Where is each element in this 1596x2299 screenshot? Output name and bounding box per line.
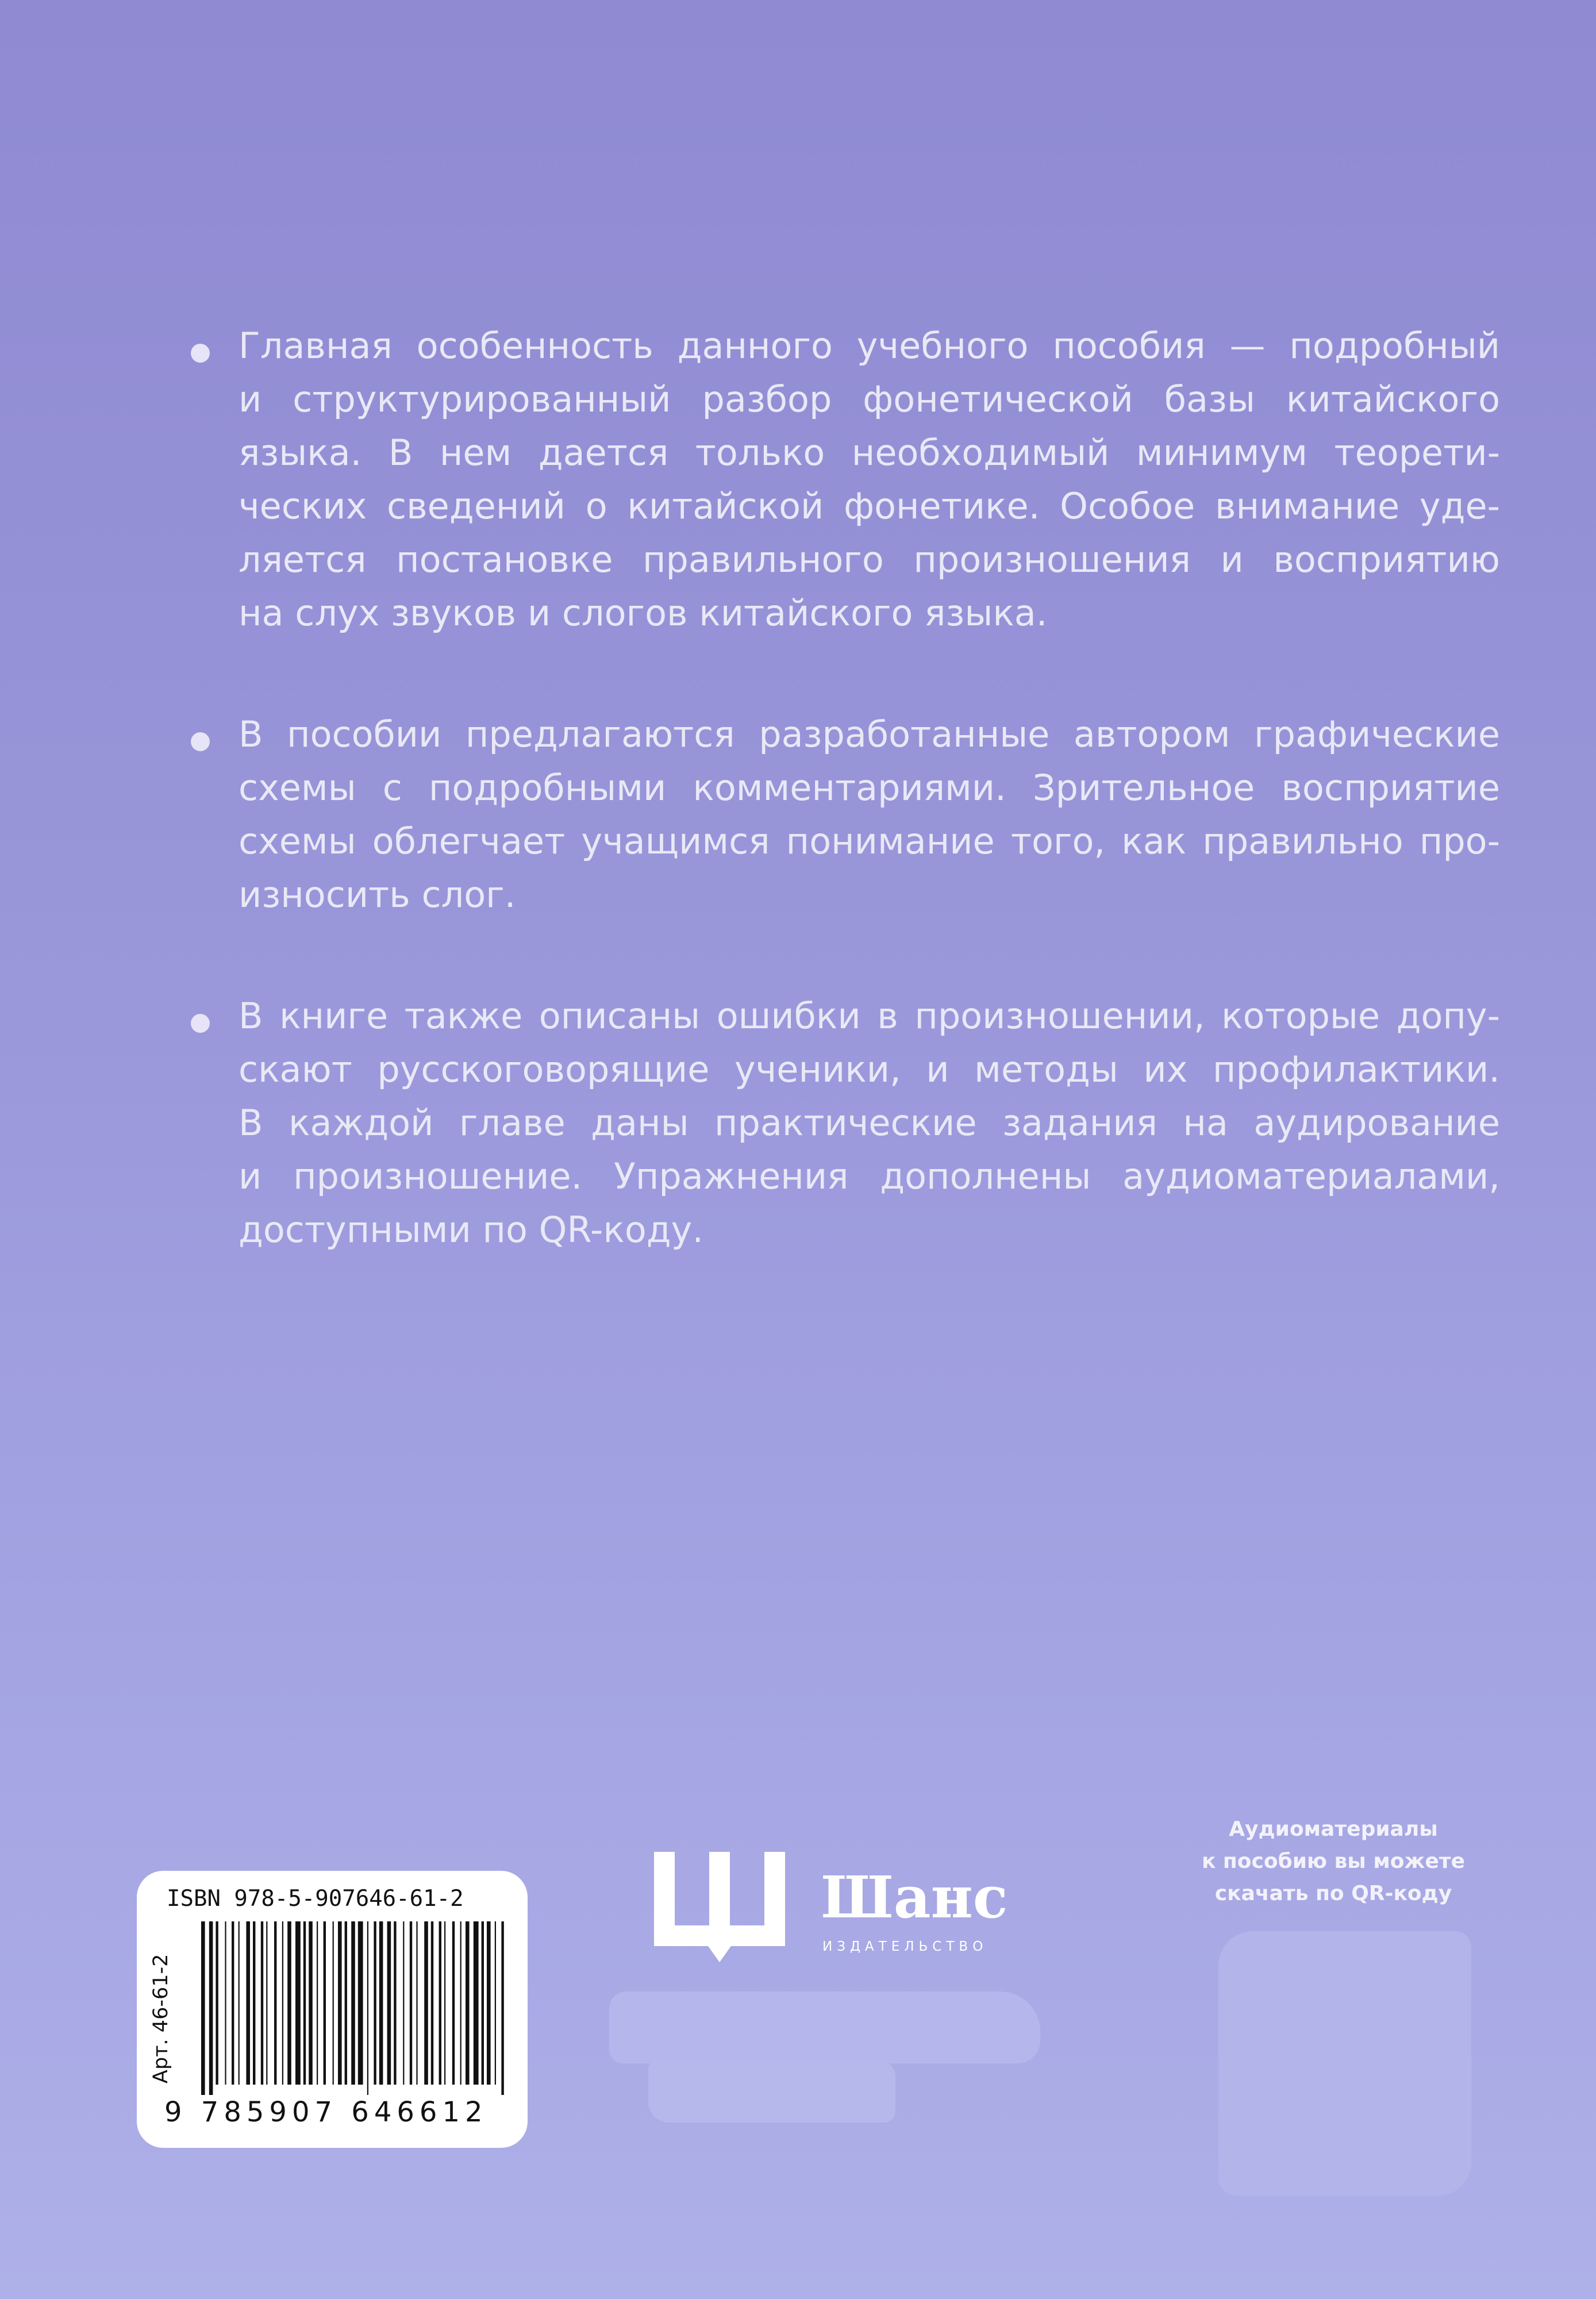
barcode-bar [416,1921,417,2085]
barcode-bar [282,1921,283,2085]
publisher-logo [654,1852,1022,1967]
barcode-bar [452,1921,455,2085]
blurb-line: доступными по QR-коду. [239,1209,704,1251]
bullet-dot [191,344,210,363]
blurb-line: ляется постановке правильного произношения и восприятию [239,539,1500,580]
qr-caption-line: скачать по QR-коду [1214,1882,1452,1905]
qr-caption-line: к пособию вы можете [1201,1850,1466,1873]
barcode [200,1921,510,2095]
barcode-digits: 9 785907 646612 [164,2096,488,2128]
blurb-line: схемы с подробными комментариями. Зрительное восприятие [239,767,1500,809]
barcode-bar [201,1921,205,2095]
barcode-bar [487,1921,491,2085]
barcode-bar [324,1921,326,2085]
barcode-bar [345,1921,347,2085]
blurb-line: на слух звуков и слогов китайского языка. [239,592,1048,634]
barcode-bar [216,1921,218,2085]
qr-caption [1167,1813,1500,1910]
barcode-bar [444,1921,445,2085]
barcode-bar [394,1921,396,2085]
barcode-bar [367,1921,368,2095]
article-number: Арт. 46-61-2 [149,1954,172,2083]
obscured-area [609,1992,1040,2063]
barcode-bar [303,1921,306,2085]
barcode-bar [287,1921,291,2085]
blurb-line: и структурированный разбор фонетической базы китайского [239,378,1500,420]
bullet-dot [191,1014,210,1033]
barcode-bar [232,1921,234,2085]
barcode-bar [209,1921,213,2095]
barcode-bar [495,1921,496,2085]
publisher-subtitle: ИЗДАТЕЛЬСТВО [822,1939,988,1954]
barcode-bar [261,1921,263,2085]
barcode-bar [466,1921,470,2085]
barcode-bar [439,1921,441,2085]
publisher-name: Шанс [821,1863,1008,1931]
barcode-bar [225,1921,226,2085]
barcode-bar [266,1921,267,2085]
blurb-line: В пособии предлагаются разработанные автором графические [239,713,1500,755]
blurb [184,319,1500,1324]
barcode-bar [410,1921,412,2085]
blurb-line: износить слог. [239,874,516,916]
barcode-bar [239,1921,240,2085]
barcode-bar [482,1921,484,2085]
bullet-dot [191,732,210,751]
isbn-label: ISBN 978-5-907646-61-2 [167,1886,464,1912]
barcode-bar [295,1921,301,2085]
qr-code-obscured [1218,1931,1471,2196]
barcode-bar [333,1921,334,2085]
blurb-line: Главная особенность данного учебного пособия — подробный [239,325,1500,367]
blurb-line: В книге также описаны ошибки в произношении, которые допу- [239,995,1500,1037]
blurb-line: языка. В нем дается только необходимый минимум теорети- [239,432,1500,474]
barcode-bar [424,1921,428,2085]
blurb-bullet-3 [184,989,1500,1256]
barcode-bar [403,1921,404,2085]
blurb-line: ческих сведений о китайской фонетике. Особое внимание уде- [239,485,1500,527]
barcode-bar [431,1921,433,2085]
barcode-bar [351,1921,355,2085]
book-logo-icon [654,1852,785,1962]
barcode-bar [317,1921,318,2085]
blurb-line: схемы облегчает учащимся понимание того, как правильно про- [239,820,1500,862]
blurb-line: В каждой главе даны практические задания на аудирование [239,1102,1500,1144]
barcode-bar [338,1921,342,2085]
obscured-area [648,2060,895,2123]
barcode-bar [274,1921,276,2085]
blurb-bullet-1 [184,319,1500,640]
barcode-bar [474,1921,479,2085]
barcode-bar [253,1921,255,2085]
barcode-bar [387,1921,391,2085]
barcode-bar [358,1921,363,2085]
barcode-bar [246,1921,250,2085]
isbn-barcode-card [137,1871,528,2148]
barcode-bar [379,1921,383,2085]
barcode-bar [309,1921,313,2085]
barcode-bar [501,1921,503,2095]
blurb-line: и произношение. Упражнения дополнены аудиоматериалами, [239,1155,1500,1197]
barcode-bar [374,1921,376,2085]
barcode-bar [460,1921,462,2085]
blurb-line: скают русскоговорящие ученики, и методы их профилактики. [239,1048,1500,1090]
blurb-bullet-2 [184,708,1500,921]
qr-caption-line: Аудиоматериалы [1229,1817,1438,1841]
